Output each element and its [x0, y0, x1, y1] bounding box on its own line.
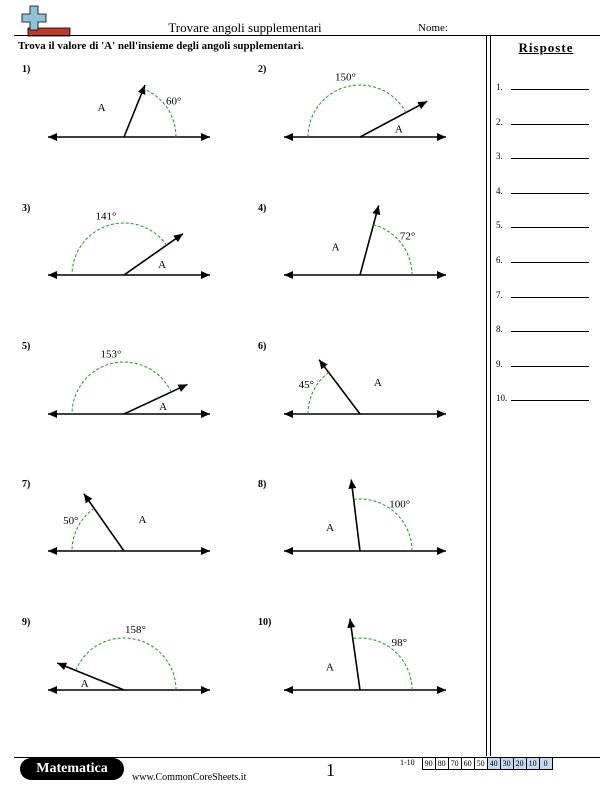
angle-arc [72, 223, 167, 275]
given-angle-label: 141° [95, 210, 117, 223]
given-angle-label: 45° [298, 379, 315, 392]
arrow-head [347, 619, 355, 628]
unknown-angle-label: A [97, 102, 106, 115]
arrow-head [284, 547, 293, 555]
given-angle-label: 50° [63, 515, 79, 528]
problem-number: 10) [258, 617, 272, 628]
page-number: 1 [326, 760, 335, 780]
angle-ray [84, 494, 124, 551]
score-cell: 40 [487, 757, 501, 770]
unknown-angle-label: A [373, 376, 382, 389]
score-cell: 80 [435, 757, 449, 770]
problem-number: 7) [22, 479, 31, 490]
arrow-head [284, 410, 293, 418]
given-angle-label: 100° [389, 498, 411, 511]
angle-arc [308, 85, 406, 137]
unknown-angle-label: A [158, 259, 167, 272]
angle-ray [350, 619, 360, 690]
angle-ray [124, 234, 183, 275]
answer-number: 8. [496, 324, 503, 335]
arrow-head [284, 686, 293, 694]
problem-number: 2) [258, 64, 267, 75]
arrow-head [437, 686, 446, 694]
arrow-head [48, 410, 57, 418]
answer-number: 5. [496, 220, 503, 231]
score-range: 1-10 [400, 758, 415, 767]
given-angle-label: 150° [335, 71, 356, 84]
given-angle-label: 60° [166, 95, 182, 108]
page-title: Trovare angoli supplementari [168, 20, 322, 35]
arrow-head [201, 686, 210, 694]
answer-number: 4. [496, 185, 503, 196]
arrow-head [437, 271, 446, 279]
score-cell: 90 [422, 757, 436, 770]
arrow-head [173, 234, 183, 242]
arrow-head [437, 410, 446, 418]
arrow-head [284, 133, 293, 141]
answer-number: 2. [496, 116, 503, 127]
problem-number: 6) [258, 341, 267, 352]
arrow-head [437, 133, 446, 141]
unknown-angle-label: A [326, 522, 335, 535]
arrow-head [48, 271, 57, 279]
answer-number: 9. [496, 358, 503, 369]
given-angle-label: 72° [399, 230, 416, 243]
problem-number: 3) [22, 203, 31, 214]
angle-arc [76, 638, 176, 690]
unknown-angle-label: A [138, 514, 147, 527]
angle-ray [124, 384, 187, 414]
score-cell: 60 [461, 757, 475, 770]
angle-ray [351, 480, 360, 551]
score-cell: 10 [526, 757, 540, 770]
arrow-head [48, 133, 57, 141]
given-angle-label: 98° [391, 637, 408, 650]
answer-number: 10. [496, 393, 508, 404]
problem-number: 1) [22, 64, 31, 75]
footer-brand: Matematica [20, 758, 124, 780]
angle-arc [72, 362, 171, 414]
score-cell: 50 [474, 757, 488, 770]
arrow-head [201, 547, 210, 555]
unknown-angle-label: A [159, 401, 168, 414]
answers-title: Risposte [518, 40, 574, 55]
score-cell: 30 [500, 757, 514, 770]
answer-number: 3. [496, 151, 503, 162]
problem-number: 4) [258, 203, 267, 214]
answer-number: 7. [496, 289, 503, 300]
problem-number: 5) [22, 341, 31, 352]
score-cell: 70 [448, 757, 462, 770]
unknown-angle-label: A [80, 678, 89, 691]
arrow-head [201, 271, 210, 279]
answer-number: 1. [496, 82, 503, 92]
name-label: Nome: [418, 22, 448, 34]
given-angle-label: 153° [100, 348, 122, 361]
problem-number: 8) [258, 479, 267, 490]
footer-url: www.CommonCoreSheets.it [132, 772, 247, 783]
arrow-head [201, 410, 210, 418]
unknown-angle-label: A [325, 661, 334, 674]
unknown-angle-label: A [394, 123, 403, 136]
arrow-head [84, 494, 92, 504]
arrow-head [201, 133, 210, 141]
problem-number: 9) [22, 617, 31, 628]
angle-ray [57, 663, 124, 690]
instructions: Trova il valore di 'A' nell'insieme degli angoli supplementari. [18, 40, 304, 52]
angle-ray [360, 101, 427, 137]
answer-number: 6. [496, 255, 503, 265]
arrow-head [48, 547, 57, 555]
angle-ray [319, 360, 360, 414]
score-cell: 0 [539, 757, 553, 770]
score-table [398, 757, 553, 769]
arrow-head [319, 360, 328, 370]
arrow-head [284, 271, 293, 279]
arrow-head [348, 480, 356, 489]
arrow-head [437, 547, 446, 555]
angle-ray [360, 205, 379, 275]
arrow-head [48, 686, 57, 694]
score-cell: 20 [513, 757, 527, 770]
given-angle-label: 158° [124, 624, 146, 637]
unknown-angle-label: A [331, 241, 340, 254]
